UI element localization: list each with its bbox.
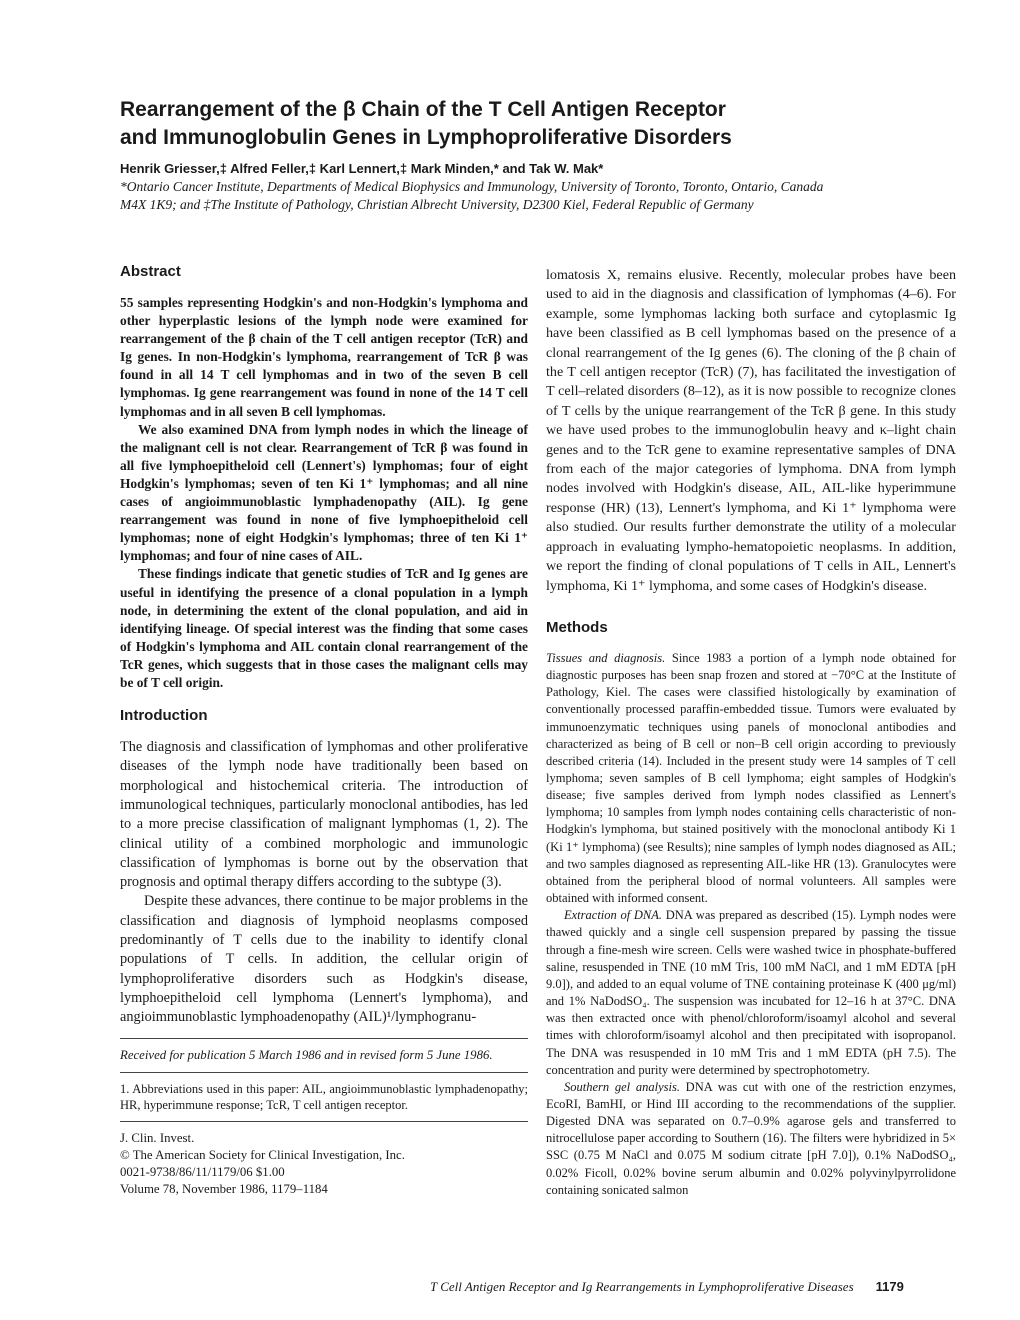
affiliation-line-2: M4X 1K9; and ‡The Institute of Pathology, Christian Albrecht University, D2300 Kiel, Federal Republic of Germany <box>120 197 754 212</box>
extraction-text: DNA was prepared as described (15). Lymph nodes were thawed quickly and a single cell suspension prepared by passing the tissue through a fine-mesh wire screen. Cells were washed twice in phosphate-buffered saline, resuspended in TNE (10 mM Tris, 100 mM NaCl, and 1 mM EDTA [pH 9.0]), and added to an equal volume of TNE containing proteinase K (400 μg/ml) and 1% NaDodSO₄. The suspension was incubated for 12–16 h at 37°C. DNA was then extracted once with phenol/chloroform/isoamyl alcohol and several times with chloroform/isoamyl alcohol and then precipitated with isopropanol. The DNA was resuspended in 10 mM Tris and 1 mM EDTA (pH 7.5). The concentration and purity were determined by spectrophotometry. <box>546 908 956 1077</box>
title-line-2: and Immunoglobulin Genes in Lymphoproliferative Disorders <box>120 126 732 149</box>
extraction-subheading: Extraction of DNA. <box>564 908 663 923</box>
southern-text: DNA was cut with one of the restriction enzymes, EcoRI, BamHI, or Hind III according to the recommendations of the supplier. Digested DNA was separated on 0.7–0.9% agarose gels and transferred to nitrocellulose paper according to Southern (16). The filters were hybridized in 5× SSC (0.75 M NaCl and 0.075 M sodium citrate [pH 7.0]), 0.1% NaDodSO₄, 0.02% Ficoll, 0.02% bovine serum albumin and 0.02% polyvinylpyrrolidone containing sonicated salmon <box>546 1079 957 1197</box>
author-list: Henrik Griesser,‡ Alfred Feller,‡ Karl Lennert,‡ Mark Minden,* and Tak W. Mak* <box>120 161 604 176</box>
received-note: Received for publication 5 March 1986 and in revised form 5 June 1986. <box>120 1047 493 1062</box>
footnote-divider-2 <box>120 1072 528 1073</box>
right-column <box>546 266 956 1199</box>
journal-info-divider <box>120 1121 528 1122</box>
tissues-text: Since 1983 a portion of a lymph node obtained for diagnostic purposes has been snap frozen and stored at −70°C at the Institute of Pathology, Kiel. The cases were classified histologically by examination of conventionally processed paraffin-embedded tissue. Tumors were evaluated by immunoenzymatic techniques using panels of monoclonal antibodies and characterized as being of B cell or non–B cell origin according to previously described criteria (14). Included in the present study were 14 samples of T cell lymphoma; seven samples of B cell lymphoma; eight samples of Hodgkin's disease; five samples derived from lymph nodes classified as Lennert's lymphoma; 10 samples from lymph nodes containing cells characteristic of non-Hodgkin's lymphoma, but stained positively with the monoclonal antibody Ki 1 (Ki 1⁺ lymphoma) (see Results); nine samples of lymph nodes diagnosed as AIL; and two samples diagnosed as representing AIL-like HR (13). Granulocytes were obtained from the peripheral blood of normal volunteers. All samples were obtained with informed consent. <box>546 650 956 906</box>
article-title <box>120 96 920 152</box>
journal-code: 0021-9738/86/11/1179/06 $1.00 <box>120 1164 285 1179</box>
methods-section <box>546 618 956 1199</box>
running-title: T Cell Antigen Receptor and Ig Rearrangements in Lymphoproliferative Diseases <box>430 1279 854 1294</box>
introduction-paragraph-2: Despite these advances, there continue to be major problems in the classification and diagnosis of lymphoid neoplasms composed predominantly of T cells due to the inability to identify clonal populations of T cells. In addition, the cellular origin of lymphoproliferative disorders such as Hodgkin's disease, lymphoepitheloid cell lymphoma (Lennert's lymphoma), and angioimmunoblastic lymphoadenopathy (AIL)¹/lymphogranu- <box>120 893 528 1026</box>
abstract-paragraph-1: 55 samples representing Hodgkin's and non-Hodgkin's lymphoma and other hyperplastic lesions of the lymph node were examined for rearrangement of the β chain of the T cell antigen receptor (TcR) and Ig genes. In non-Hodgkin's lymphoma, rearrangement of TcR β was found in all 14 T cell lymphomas and in two of the seven B cell lymphomas. Ig gene rearrangement was found in none of the 14 T cell lymphomas and in all seven B cell lymphomas. <box>120 295 528 419</box>
abstract-section <box>120 262 528 692</box>
journal-name: J. Clin. Invest. <box>120 1130 195 1145</box>
page-number: 1179 <box>875 1279 904 1294</box>
introduction-heading: Introduction <box>120 707 208 725</box>
journal-info <box>120 1130 528 1198</box>
abstract-paragraph-2: We also examined DNA from lymph nodes in which the lineage of the malignant cell is not clear. Rearrangement of TcR β was found in all five lymphoepitheloid cell (Lennert's) lymphomas; four of eight Hodgkin's lymphomas; seven of ten Ki 1⁺ lymphomas; and all nine cases of angioimmunoblastic lymphadenopathy (AIL). Ig gene rearrangement was found in none of five lymphoepitheloid cell lymphomas; none of eight Hodgkin's lymphomas; three of ten Ki 1⁺ lymphomas; and four of nine cases of AIL. <box>120 421 528 564</box>
page-footer <box>430 1279 960 1295</box>
introduction-continued <box>546 266 956 596</box>
introduction-paragraph-1: The diagnosis and classification of lymphomas and other proliferative diseases of the lymph node have traditionally been based on morphological and histochemical criteria. The introduction of immunological techniques, particularly monoclonal antibodies, has led to a more precise classification of malignant lymphomas (1, 2). The clinical utility of a combined morphologic and immunologic classification of lymphomas is borne out by the observation that prognosis and optimal therapy differs according to the subtype (3). <box>120 739 528 891</box>
volume-line: Volume 78, November 1986, 1179–1184 <box>120 1181 328 1196</box>
methods-extraction-paragraph <box>546 907 956 1079</box>
affiliation-line-1: *Ontario Cancer Institute, Departments of Medical Biophysics and Immunology, University of Toronto, Toronto, Ontario, Canada <box>120 179 824 194</box>
abstract-paragraph-3: These findings indicate that genetic studies of TcR and Ig genes are useful in identifying the presence of a clonal population in a lymph node, in determining the extent of the clonal population, and aid in identifying lineage. Of special interest was the finding that some cases of Hodgkin's lymphoma and AIL contain clonal rearrangement of the TcR genes, which suggests that in those cases the malignant cells may be of T cell origin. <box>120 566 528 690</box>
methods-tissues-paragraph <box>546 650 956 907</box>
tissues-subheading: Tissues and diagnosis. <box>546 650 666 665</box>
southern-subheading: Southern gel analysis. <box>564 1079 680 1094</box>
abbreviations-footnote: 1. Abbreviations used in this paper: AIL, angioimmunoblastic lymphadenopathy; HR, hyperimmune response; TcR, T cell antigen receptor. <box>120 1081 528 1112</box>
footnote-divider <box>120 1038 528 1039</box>
introduction-section <box>120 706 528 1027</box>
introduction-paragraph-continued: lomatosis X, remains elusive. Recently, molecular probes have been used to aid in the diagnosis and classification of lymphomas (4–6). For example, some lymphomas lacking both surface and cytoplasmic Ig have been classified as B cell lymphomas based on the presence of a clonal rearrangement of the Ig genes (6). The cloning of the β chain of the T cell antigen receptor (TcR) (7), has facilitated the investigation of T cell–related disorders (8–12), as it is now possible to recognize clones of T cells by the unique rearrangement of the TcR β gene. In this study we have used probes to the immunoglobulin heavy and κ–light chain genes and to the TcR gene to examine representative samples of DNA from each of the major categories of lymphoma. DNA from lymph nodes involved with Hodgkin's disease, AIL, AIL-like hyperimmune response (HR) (13), Lennert's lymphoma, and Ki 1⁺ lymphoma were also studied. Our results further demonstrate the utility of a molecular approach in evaluating lympho-hematopoietic neoplasms. In addition, we report the finding of clonal populations of T cells in AIL, Lennert's lymphoma, Ki 1⁺ lymphoma, and some cases of Hodgkin's disease. <box>546 267 956 594</box>
copyright-line: © The American Society for Clinical Investigation, Inc. <box>120 1147 405 1162</box>
methods-heading: Methods <box>546 618 608 636</box>
abstract-heading: Abstract <box>120 263 181 280</box>
title-line-1: Rearrangement of the β Chain of the T Cell Antigen Receptor <box>120 98 726 121</box>
affiliations <box>120 178 920 214</box>
methods-southern-paragraph <box>546 1079 956 1199</box>
left-column <box>120 262 528 1198</box>
